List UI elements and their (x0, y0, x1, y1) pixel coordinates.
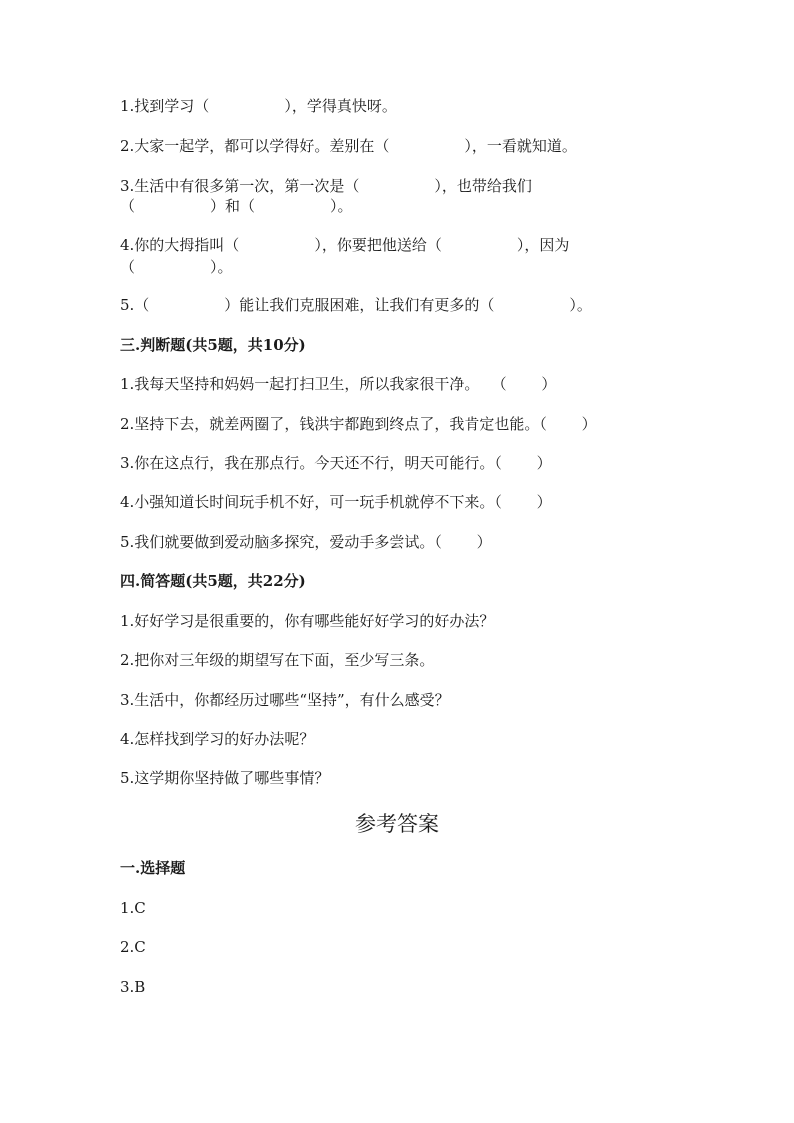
question-fill-5: 5.（ ）能让我们克服困难，让我们有更多的（ ）。 (120, 296, 592, 314)
answer-item-3: 3.B (120, 978, 146, 996)
answer-item-2: 2.C (120, 938, 146, 956)
answer-key-title: 参考答案 (355, 812, 439, 836)
question-short-3: 3.生活中，你都经历过哪些“坚持”，有什么感受？ (120, 691, 450, 709)
question-short-1: 1.好好学习是很重要的，你有哪些能好好学习的好办法？ (120, 612, 495, 630)
question-judge-3: 3.你在这点行，我在那点行。今天还不行，明天可能行。（ ） (120, 454, 552, 472)
section-heading-choice-answers: 一.选择题 (120, 859, 186, 877)
question-judge-4: 4.小强知道长时间玩手机不好，可一玩手机就停不下来。（ ） (120, 493, 552, 511)
question-fill-2: 2.大家一起学，都可以学得好。差别在（ ），一看就知道。 (120, 137, 577, 155)
question-short-5: 5.这学期你坚持做了哪些事情？ (120, 769, 330, 787)
question-fill-1: 1.找到学习（ ），学得真快呀。 (120, 97, 397, 115)
question-judge-1: 1.我每天坚持和妈妈一起打扫卫生，所以我家很干净。 （ ） (120, 375, 557, 393)
answer-item-1: 1.C (120, 899, 146, 917)
section-heading-short-answer: 四.简答题(共5题，共22分) (120, 572, 306, 590)
section-heading-judge: 三.判断题(共5题，共10分) (120, 336, 306, 354)
question-fill-3-line2: （ ）和（ ）。 (120, 197, 353, 215)
question-judge-2: 2.坚持下去，就差两圈了，钱洪宇都跑到终点了，我肯定也能。（ ） (120, 415, 597, 433)
question-fill-4-line2: （ ）。 (120, 258, 233, 276)
question-short-2: 2.把你对三年级的期望写在下面，至少写三条。 (120, 651, 435, 669)
question-judge-5: 5.我们就要做到爱动脑多探究，爱动手多尝试。（ ） (120, 533, 492, 551)
question-fill-3-line1: 3.生活中有很多第一次，第一次是（ ），也带给我们 (120, 177, 532, 195)
question-fill-4-line1: 4.你的大拇指叫（ ），你要把他送给（ ），因为 (120, 236, 570, 254)
question-short-4: 4.怎样找到学习的好办法呢？ (120, 730, 315, 748)
